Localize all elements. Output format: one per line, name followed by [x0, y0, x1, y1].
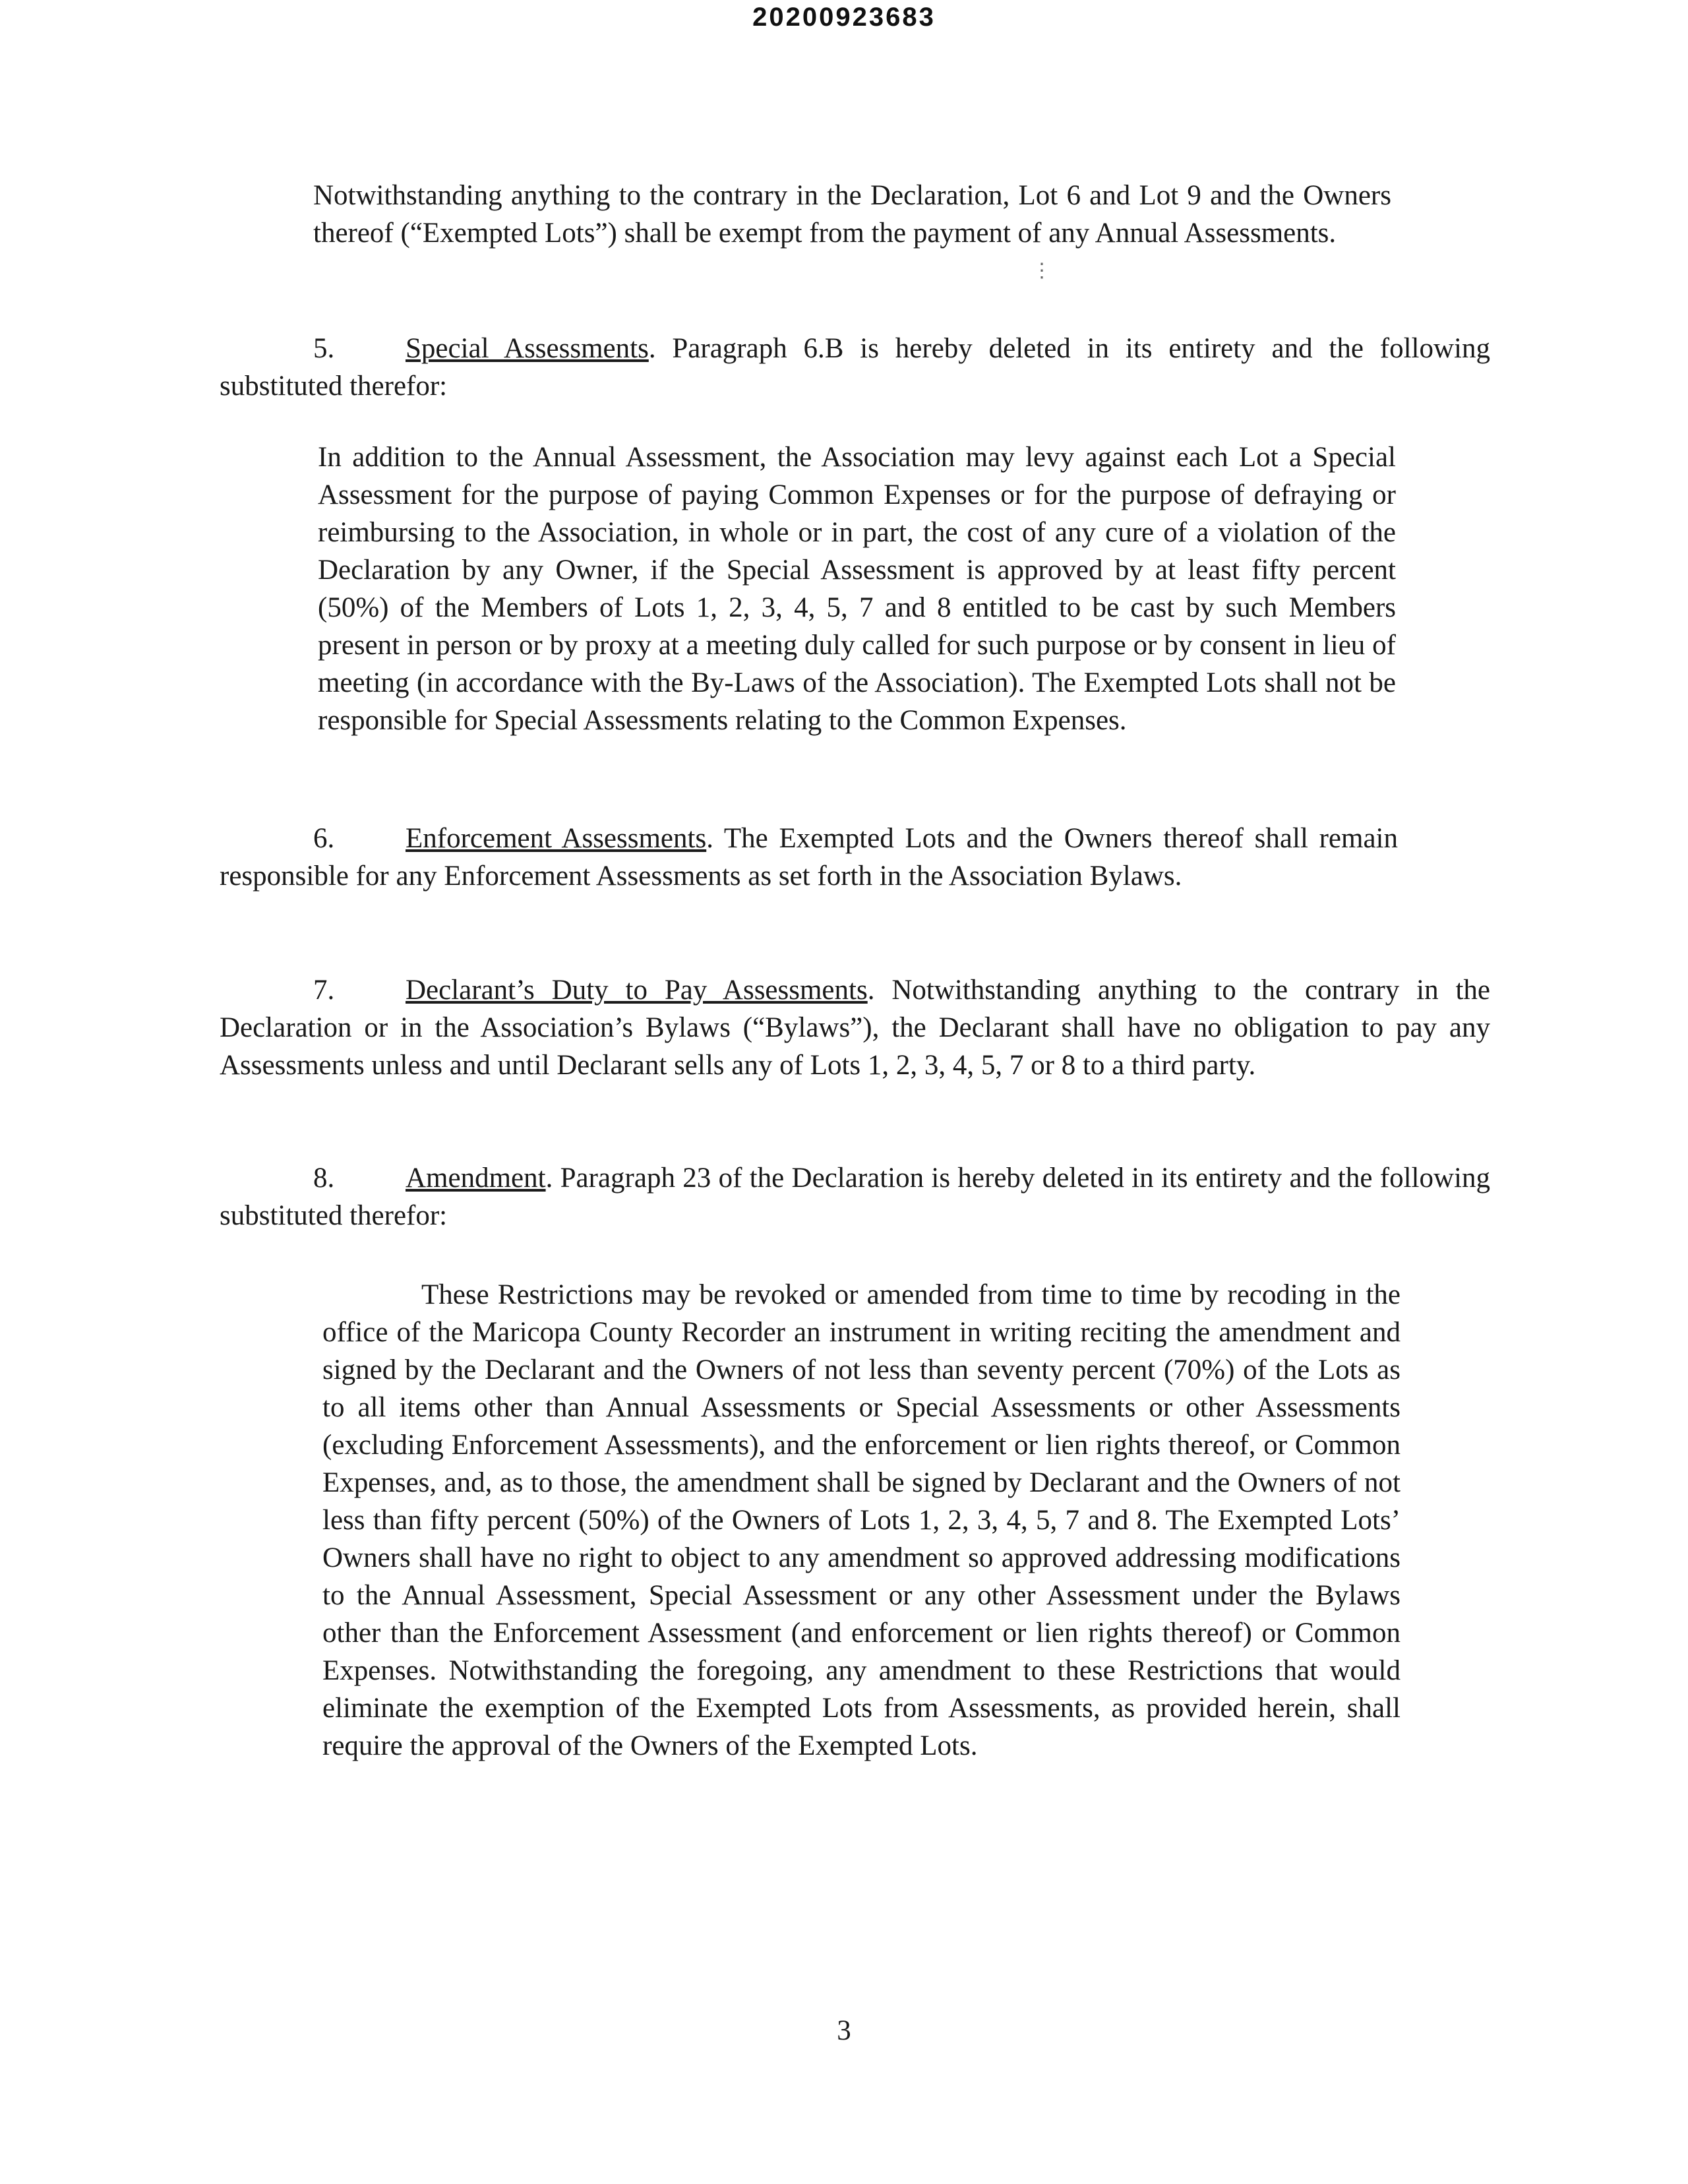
section-5 [220, 330, 1490, 405]
section-8-quoted-text: These Restrictions may be revoked or amended from time to time by recoding in the office of the Maricopa County Recorder an instrument in writing reciting the amendment and signed by the Declarant and the Owners of not less than seventy percent (70%) of the Lots as to all items other than Annual Assessments or Special Assessments or other Assessments (excluding Enforcement Assessments), and the enforcement or lien rights thereof, or Common Expenses, and, as to those, the amendment shall be signed by Declarant and the Owners of not less than fifty percent (50%) of the Owners of Lots 1, 2, 3, 4, 5, 7 and 8. The Exempted Lots’ Owners shall have no right to object to any amendment so approved addressing modifications to the Annual Assessment, Special Assessment or any other Assessment under the Bylaws other than the Enforcement Assessment (and enforcement or lien rights thereof) or Common Expenses. Notwithstanding the foregoing, any amendment to these Restrictions that would eliminate the exemption of the Exempted Lots from Assessments, as provided herein, shall require the approval of the Owners of the Exempted Lots. [322, 1279, 1401, 1761]
section-7-number: 7. [313, 975, 335, 1006]
section-6-number: 6. [313, 823, 335, 854]
scan-artifact-mark: ⋮ [1032, 260, 1052, 282]
page-number: 3 [837, 2015, 851, 2046]
section-7-heading: Declarant’s Duty to Pay Assessments [406, 975, 868, 1006]
recording-number: 20200923683 [752, 3, 936, 32]
section-7-text: . Notwithstanding anything to the contrary in the Declaration or in the Association’s Bylaws (“Bylaws”), the Declarant shall have no obligation to pay any Assessments unless and until Declarant sells any of Lots 1, 2, 3, 4, 5, 7 or 8 to a third party. [220, 975, 1491, 1081]
section-5-text: . Paragraph 6.B is hereby deleted in its entirety and the following substituted therefor: [220, 333, 1490, 402]
section-8-heading: Amendment [406, 1163, 546, 1194]
section-6 [220, 820, 1398, 895]
section-8 [220, 1159, 1490, 1234]
section-5-number: 5. [313, 333, 335, 364]
section-7 [220, 971, 1490, 1084]
section-8-number: 8. [313, 1163, 335, 1194]
section-5-heading: Special Assessments [406, 333, 649, 364]
section-6-heading: Enforcement Assessments [406, 823, 707, 854]
section-8-text: . Paragraph 23 of the Declaration is hereby deleted in its entirety and the following substituted therefor: [220, 1163, 1490, 1231]
section-5-quoted-text: In addition to the Annual Assessment, the Association may levy against each Lot a Special Assessment for the purpose of paying Common Expenses or for the purpose of defraying or reimbursing to the Association, in whole or in part, the cost of any cure of a violation of the Declaration by any Owner, if the Special Assessment is approved by at least fifty percent (50%) of the Members of Lots 1, 2, 3, 4, 5, 7 and 8 entitled to be cast by such Members present in person or by proxy at a meeting duly called for such purpose or by consent in lieu of meeting (in accordance with the By-Laws of the Association). The Exempted Lots shall not be responsible for Special Assessments relating to the Common Expenses. [318, 442, 1396, 736]
exempted-lots-paragraph: Notwithstanding anything to the contrary in the Declaration, Lot 6 and Lot 9 and the Owners thereof (“Exempted Lots”) shall be exempt from the payment of any Annual Assessments. [313, 180, 1391, 249]
section-6-text: . The Exempted Lots and the Owners thereof shall remain responsible for any Enforcement Assessments as set forth in the Association Bylaws. [220, 823, 1398, 892]
